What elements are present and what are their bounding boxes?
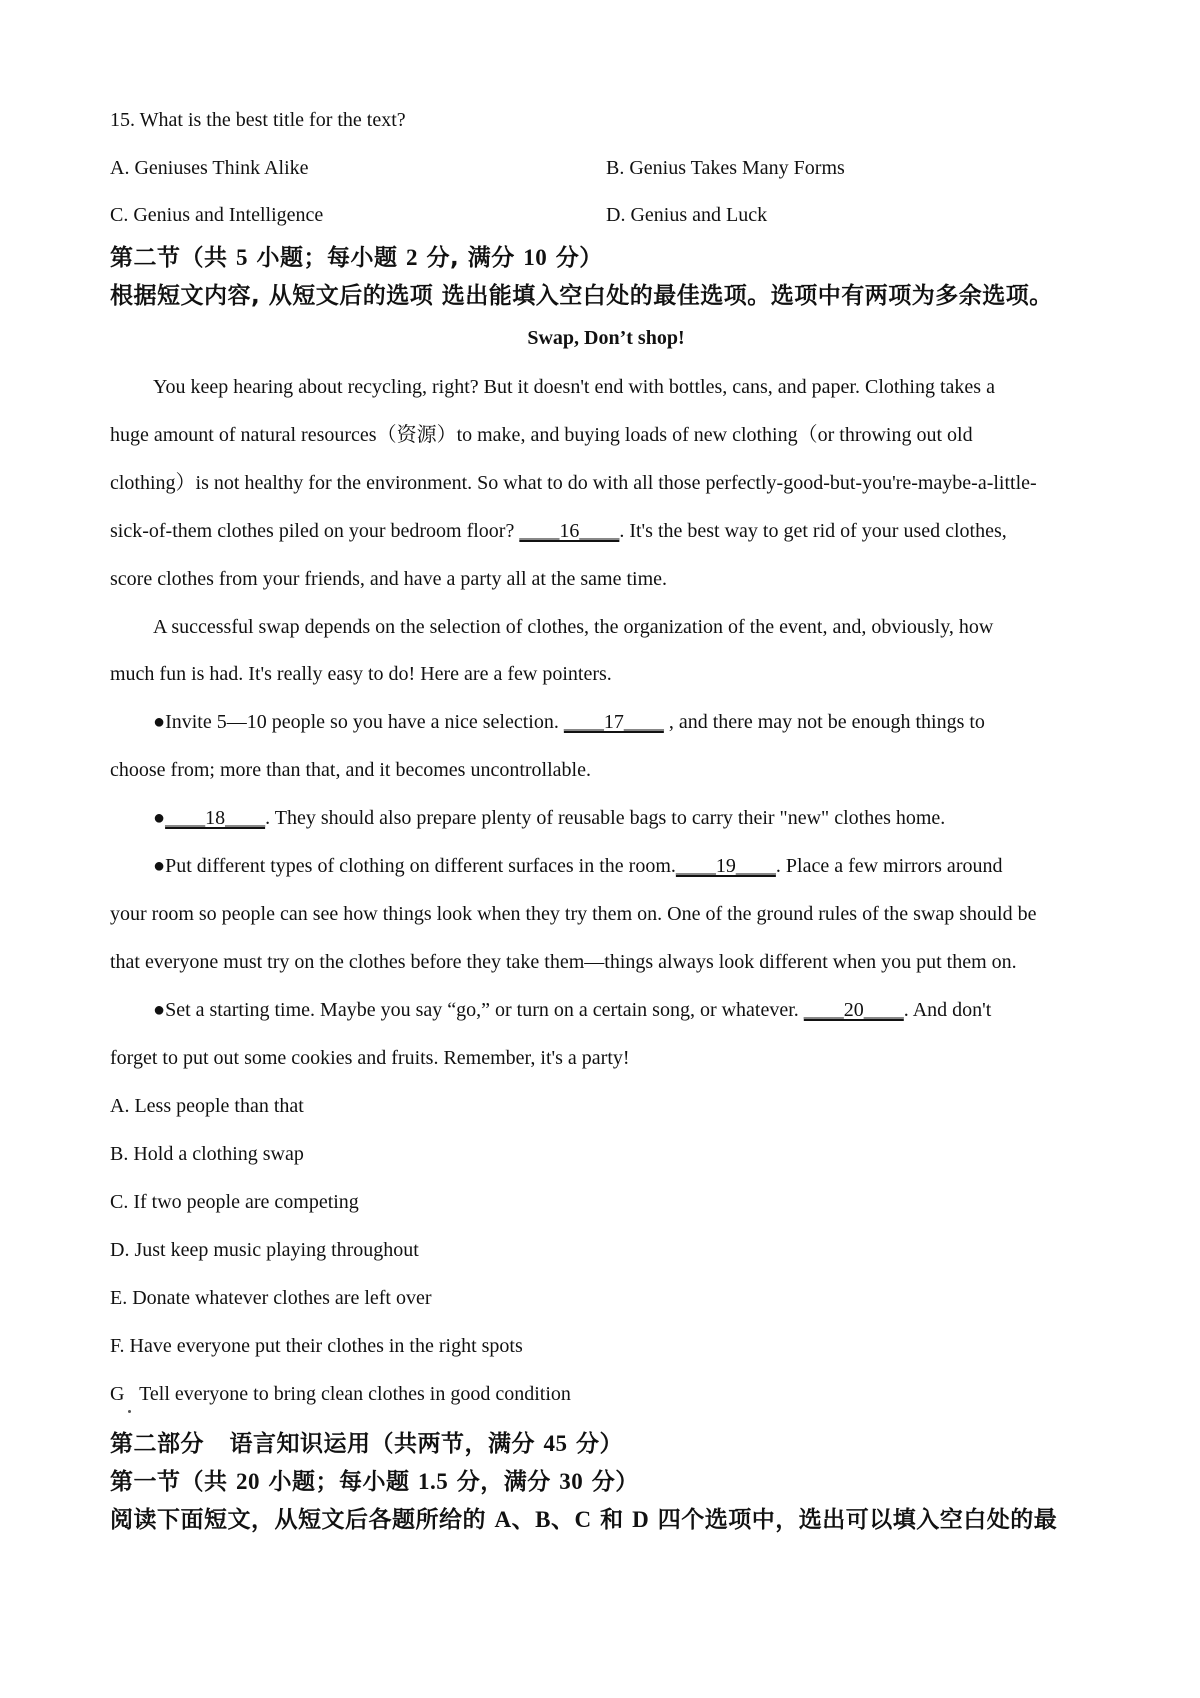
paragraph-line: A successful swap depends on the selection of clothes, the organization of the event, and, obviously, how [153,616,994,638]
part2-section1-heading: 第一节（共 20 小题；每小题 1.5 分，满分 30 分） [110,1469,639,1495]
paragraph-line: clothing）is not healthy for the environment. So what to do with all those perfectly-good-but-you're-maybe-a-little- [110,472,1037,494]
choice-f: F. Have everyone put their clothes in the right spots [110,1335,523,1357]
bullet-item: ●____18____. They should also prepare plenty of reusable bags to carry their "new" clothes home. [153,804,945,832]
paragraph-line: choose from; more than that, and it becomes uncontrollable. [110,759,591,781]
choice-g: G Tell everyone to bring clean clothes in good condition [110,1383,571,1405]
part2-instruction: 阅读下面短文，从短文后各题所给的 A、B、C 和 D 四个选项中，选出可以填入空白处的最 [110,1507,1058,1533]
blank-17: ____17____ [563,711,664,733]
option-d: D. Genius and Luck [606,204,768,226]
blank-16: ____16____ [519,520,620,542]
passage-title: Swap, Don’t shop! [527,327,685,349]
option-a: A. Geniuses Think Alike [110,157,309,179]
choice-d: D. Just keep music playing throughout [110,1239,419,1261]
choice-b: B. Hold a clothing swap [110,1143,304,1165]
option-c: C. Genius and Intelligence [110,204,324,226]
choice-c: C. If two people are competing [110,1191,359,1213]
blank-19: ____19____ [675,855,776,877]
paragraph-line: huge amount of natural resources（资源）to make, and buying loads of new clothing（or throwing out old [110,424,973,446]
choice-a: A. Less people than that [110,1095,304,1117]
paragraph-line: sick-of-them clothes piled on your bedroom floor? ____16____. It's the best way to get rid of your used clothes, [110,517,1007,545]
bullet-item: ●Put different types of clothing on different surfaces in the room.____19____. Place a few mirrors around [153,852,1002,880]
bullet-item: ●Invite 5—10 people so you have a nice selection. ____17____ , and there may not be enough things to [153,708,985,736]
paragraph-line: that everyone must try on the clothes before they take them—things always look different when you put them on. [110,951,1017,973]
question-15: 15. What is the best title for the text? [110,109,406,131]
blank-18: ____18____ [165,807,266,829]
paragraph-line: much fun is had. It's really easy to do! Here are a few pointers. [110,663,612,685]
bullet-item: ●Set a starting time. Maybe you say “go,” or turn on a certain song, or whatever. ____20____. And don't [153,996,991,1024]
paragraph-line: your room so people can see how things look when they try them on. One of the ground rules of the swap should be [110,903,1037,925]
choice-e: E. Donate whatever clothes are left over [110,1287,432,1309]
option-b: B. Genius Takes Many Forms [606,157,845,179]
stray-dot [128,1410,131,1413]
blank-20: ____20____ [803,999,904,1021]
paragraph-line: You keep hearing about recycling, right? But it doesn't end with bottles, cans, and paper. Clothing takes a [153,376,995,398]
section-instruction: 根据短文内容, 从短文后的选项 选出能填入空白处的最佳选项。选项中有两项为多余选项。 [110,283,1053,309]
section-heading: 第二节（共 5 小题；每小题 2 分, 满分 10 分） [110,245,603,271]
paragraph-line: score clothes from your friends, and have a party all at the same time. [110,568,668,590]
part2-heading: 第二部分 语言知识运用（共两节，满分 45 分） [110,1431,624,1457]
paragraph-line: forget to put out some cookies and fruits. Remember, it's a party! [110,1047,630,1069]
